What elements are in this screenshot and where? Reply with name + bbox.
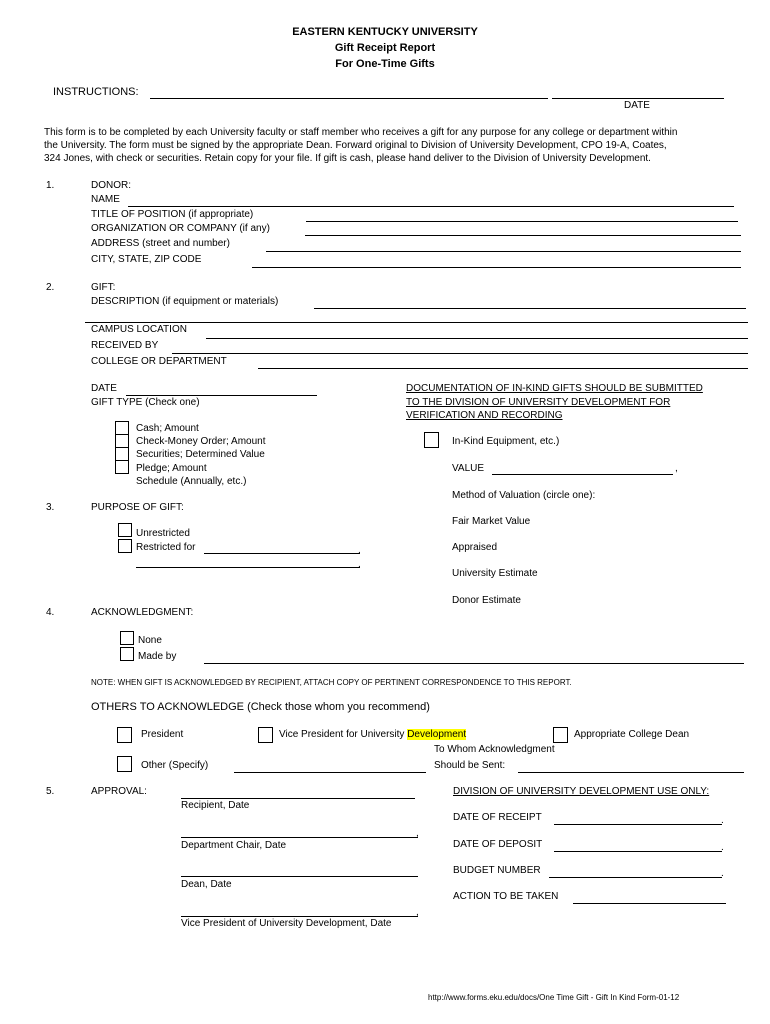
donor-org-field[interactable] xyxy=(305,235,741,236)
value-comma: , xyxy=(675,463,678,474)
method-fair-market[interactable]: Fair Market Value xyxy=(452,516,531,527)
others-heading: OTHERS TO ACKNOWLEDGE (Check those whom you recommend) xyxy=(91,701,430,713)
gift-date-label: DATE xyxy=(91,383,117,394)
method-label: Method of Valuation (circle one): xyxy=(452,490,596,501)
cash-label: Cash; Amount xyxy=(136,423,199,434)
vp-signature[interactable] xyxy=(181,916,418,917)
vp-comma: , xyxy=(416,907,419,918)
check-label: Check-Money Order; Amount xyxy=(136,436,266,447)
gift-type-label: GIFT TYPE (Check one) xyxy=(91,397,200,408)
received-by-field[interactable] xyxy=(172,353,748,354)
date-label: DATE xyxy=(624,100,650,111)
method-appraised[interactable]: Appraised xyxy=(452,542,498,553)
college-dean-checkbox[interactable] xyxy=(553,727,568,743)
gift-heading: GIFT: xyxy=(91,282,116,293)
method-donor-estimate[interactable]: Donor Estimate xyxy=(452,595,521,606)
recipient-signature[interactable] xyxy=(181,798,415,799)
donor-name-label: NAME xyxy=(91,194,120,205)
vp-development-prefix: Vice President for University xyxy=(279,729,408,740)
doc-notice-1: DOCUMENTATION OF IN-KIND GIFTS SHOULD BE SUBMITTED xyxy=(406,383,703,394)
receipt-label: DATE OF RECEIPT xyxy=(453,812,542,823)
gift-description-field-2[interactable] xyxy=(85,322,748,323)
budget-period: . xyxy=(721,868,724,879)
should-be-label: Should be Sent: xyxy=(434,760,506,771)
date-line[interactable] xyxy=(552,98,724,99)
donor-address-field[interactable] xyxy=(266,251,741,252)
madeby-checkbox[interactable] xyxy=(120,647,134,661)
action-label: ACTION TO BE TAKEN xyxy=(453,891,559,902)
none-label: None xyxy=(138,635,162,646)
form-subtitle: For One-Time Gifts xyxy=(335,58,435,70)
action-field[interactable] xyxy=(573,903,726,904)
gift-number: 2. xyxy=(46,282,55,293)
form-title: Gift Receipt Report xyxy=(334,42,436,54)
college-dean-label: Appropriate College Dean xyxy=(574,729,690,740)
check-checkbox[interactable] xyxy=(115,434,129,448)
ack-heading: ACKNOWLEDGMENT: xyxy=(91,607,194,618)
to-whom-label: To Whom Acknowledgment xyxy=(434,744,555,755)
ack-note: NOTE: WHEN GIFT IS ACKNOWLEDGED BY RECIPIENT, ATTACH COPY OF PERTINENT CORRESPONDENCE TO THIS REPORT. xyxy=(91,678,572,687)
chair-comma: , xyxy=(416,828,419,839)
gift-description-field[interactable] xyxy=(314,308,746,309)
pledge-label: Pledge; Amount xyxy=(136,463,207,474)
instructions-line-3: 324 Jones, with check or securities. Retain copy for your file. If gift is cash, please hand deliver to the Division of University Development. xyxy=(44,153,651,164)
doc-notice-3: VERIFICATION AND RECORDING xyxy=(406,410,563,421)
other-field[interactable] xyxy=(234,772,426,773)
university-name: EASTERN KENTUCKY UNIVERSITY xyxy=(292,26,478,38)
restricted-period: . xyxy=(358,545,361,556)
unrestricted-checkbox[interactable] xyxy=(118,523,132,537)
deposit-field[interactable] xyxy=(554,851,722,852)
donor-title-field[interactable] xyxy=(306,221,738,222)
value-label: VALUE xyxy=(452,463,485,474)
division-heading: DIVISION OF UNIVERSITY DEVELOPMENT USE ONLY: xyxy=(453,786,710,797)
president-checkbox[interactable] xyxy=(117,727,132,743)
deposit-label: DATE OF DEPOSIT xyxy=(453,839,543,850)
other-label: Other (Specify) xyxy=(141,760,209,771)
donor-title-label: TITLE OF POSITION (if appropriate) xyxy=(91,209,254,220)
other-checkbox[interactable] xyxy=(117,756,132,772)
inkind-label: In-Kind Equipment, etc.) xyxy=(452,436,560,447)
restricted-label: Restricted for xyxy=(136,542,196,553)
doc-notice-2: TO THE DIVISION OF UNIVERSITY DEVELOPMENT FOR xyxy=(406,397,671,408)
securities-label: Securities; Determined Value xyxy=(136,449,265,460)
receipt-field[interactable] xyxy=(554,824,722,825)
gift-date-field[interactable] xyxy=(126,395,317,396)
vp-label: Vice President of University Development, Date xyxy=(181,918,392,929)
instructions-label: INSTRUCTIONS: xyxy=(53,86,139,98)
donor-city-label: CITY, STATE, ZIP CODE xyxy=(91,254,202,265)
received-by-label: RECEIVED BY xyxy=(91,340,159,351)
securities-checkbox[interactable] xyxy=(115,447,129,461)
pledge-checkbox[interactable] xyxy=(115,460,129,474)
college-label: COLLEGE OR DEPARTMENT xyxy=(91,356,227,367)
donor-city-field[interactable] xyxy=(252,267,741,268)
inkind-checkbox[interactable] xyxy=(424,432,439,448)
receipt-period: . xyxy=(721,815,724,826)
approval-heading: APPROVAL: xyxy=(91,786,147,797)
footer-url: http://www.forms.eku.edu/docs/One Time Gift - Gift In Kind Form-01-12 xyxy=(428,993,680,1002)
vp-development-label xyxy=(279,729,466,740)
recipient-label: Recipient, Date xyxy=(181,800,250,811)
ack-number: 4. xyxy=(46,607,55,618)
instructions-line-2: the University. The form must be signed by the appropriate Dean. Forward original to Division of University Development, CPO 19-A, Coates, xyxy=(44,140,667,151)
college-field[interactable] xyxy=(258,368,748,369)
madeby-field[interactable] xyxy=(204,663,744,664)
instructions-line[interactable] xyxy=(150,98,548,99)
campus-location-label: CAMPUS LOCATION xyxy=(91,324,187,335)
budget-field[interactable] xyxy=(549,877,722,878)
purpose-number: 3. xyxy=(46,502,55,513)
value-field[interactable] xyxy=(492,474,673,475)
deposit-period: . xyxy=(721,842,724,853)
donor-name-field[interactable] xyxy=(128,206,734,207)
madeby-label: Made by xyxy=(138,651,177,662)
budget-label: BUDGET NUMBER xyxy=(453,865,541,876)
restricted-field-2[interactable] xyxy=(136,567,360,568)
method-university-estimate[interactable]: University Estimate xyxy=(452,568,538,579)
donor-address-label: ADDRESS (street and number) xyxy=(91,238,230,249)
approval-number: 5. xyxy=(46,786,55,797)
gift-description-label: DESCRIPTION (if equipment or materials) xyxy=(91,296,279,307)
none-checkbox[interactable] xyxy=(120,631,134,645)
dean-label: Dean, Date xyxy=(181,879,232,890)
chair-label: Department Chair, Date xyxy=(181,840,287,851)
restricted-field[interactable] xyxy=(204,553,360,554)
instructions-line-1: This form is to be completed by each University faculty or staff member who receives a gift for any purpose for any college or department within xyxy=(44,127,678,138)
restricted-period-2: . xyxy=(358,559,361,570)
purpose-heading: PURPOSE OF GIFT: xyxy=(91,502,184,513)
donor-org-label: ORGANIZATION OR COMPANY (if any) xyxy=(91,223,270,234)
president-label: President xyxy=(141,729,184,740)
vp-development-checkbox[interactable] xyxy=(258,727,273,743)
campus-location-field[interactable] xyxy=(206,338,748,339)
cash-checkbox[interactable] xyxy=(115,421,129,435)
schedule-label: Schedule (Annually, etc.) xyxy=(136,476,247,487)
donor-heading: DONOR: xyxy=(91,180,131,191)
restricted-checkbox[interactable] xyxy=(118,539,132,553)
chair-signature[interactable] xyxy=(181,837,418,838)
dean-signature[interactable] xyxy=(181,876,418,877)
donor-number: 1. xyxy=(46,180,55,191)
vp-development-highlight: Development xyxy=(407,729,467,740)
should-be-field[interactable] xyxy=(518,772,744,773)
unrestricted-label: Unrestricted xyxy=(136,528,190,539)
